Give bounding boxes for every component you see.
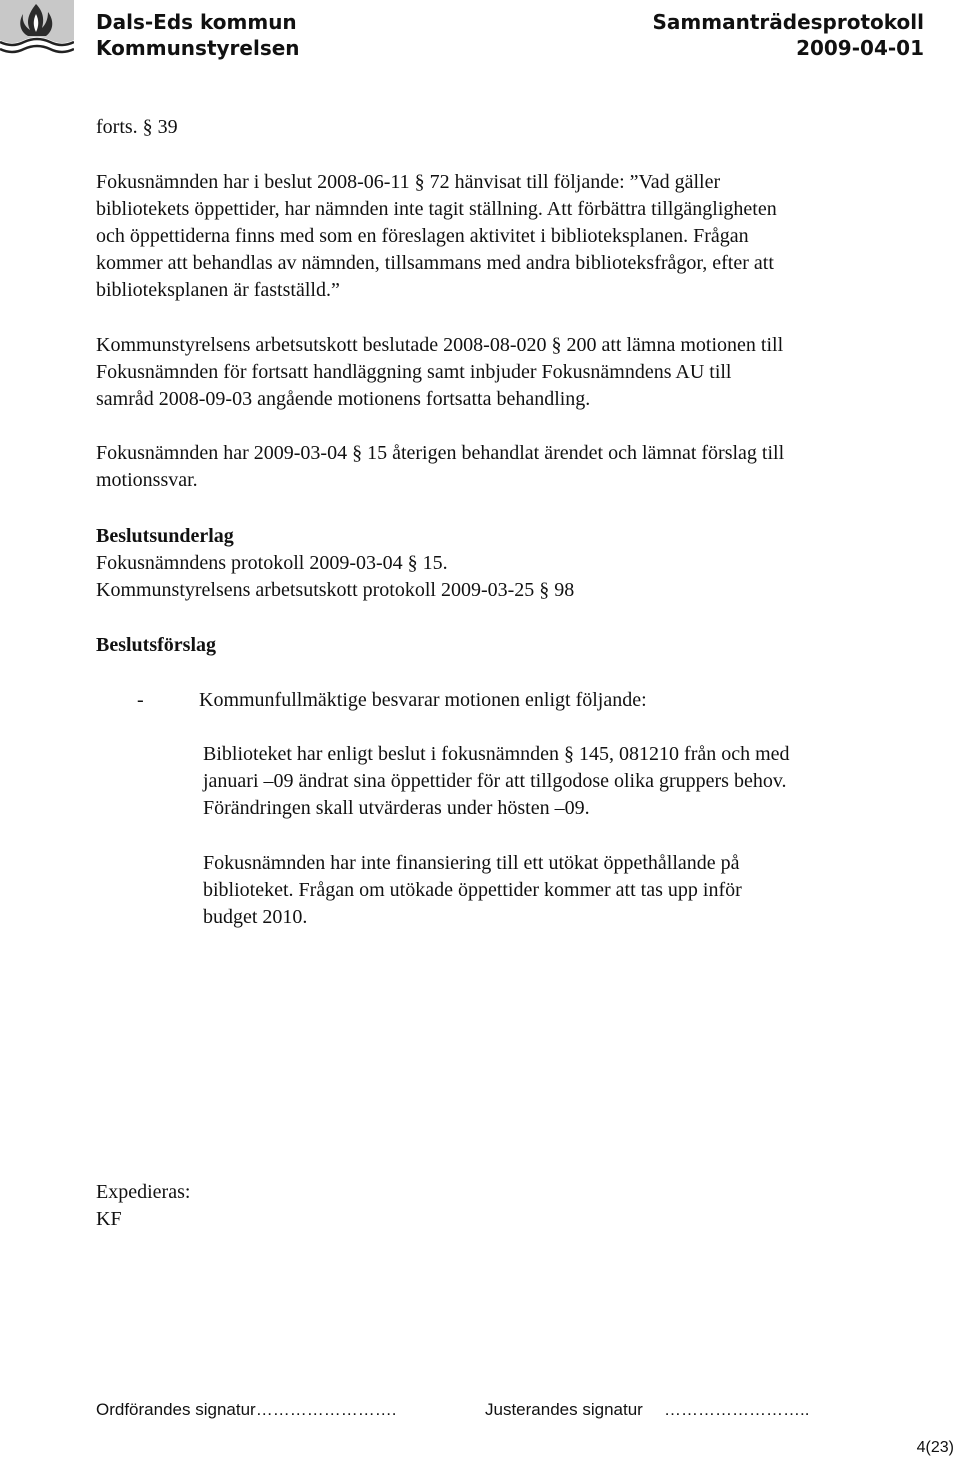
header-org: Dals-Eds kommun: [96, 10, 297, 34]
chair-signature: Ordförandes signatur…………………….: [96, 1400, 397, 1419]
page-number: 4(23): [916, 1439, 954, 1456]
adjuster-signature-label: Justerandes signatur: [485, 1400, 643, 1419]
section-continuation: forts. § 39: [96, 116, 178, 138]
header-date: 2009-04-01: [796, 36, 924, 60]
paragraph-au-decision: Kommunstyrelsens arbetsutskott beslutade 2008-08-020 § 200 att lämna motionen till Fokusnämnden för fortsatt handläggning samt inbjuder Fokusnämndens AU till samråd 2008-09-03 angående motionens fortsatta behandling.: [96, 334, 784, 410]
beslutsunderlag-list: Fokusnämndens protokoll 2009-03-04 § 15. Kommunstyrelsens arbetsutskott protokoll 2009-03-25 § 98: [96, 552, 575, 601]
heading-beslutsunderlag: Beslutsunderlag: [96, 525, 234, 547]
proposal-text: Kommunfullmäktige besvarar motionen enligt följande:: [199, 689, 647, 711]
answer-paragraph-2: Fokusnämnden har inte finansiering till ett utökat öppethållande på biblioteket. Frågan om utökade öppettider kommer att tas upp inför budget 2010.: [203, 852, 742, 928]
paragraph-fokus-proposal: Fokusnämnden har 2009-03-04 § 15 återigen behandlat ärendet och lämnat förslag till motionssvar.: [96, 442, 785, 491]
header-doc-type: Sammanträdesprotokoll: [652, 10, 924, 34]
answer-paragraph-1: Biblioteket har enligt beslut i fokusnämnden § 145, 081210 från och med januari –09 ändrat sina öppettider för att tillgodose olika gruppers behov. Förändringen skall utvärderas under hösten –09.: [203, 743, 790, 819]
adjuster-signature-line: ……………………..: [664, 1400, 810, 1419]
paragraph-quote: Fokusnämnden har i beslut 2008-06-11 § 72 hänvisat till följande: ”Vad gäller bibliotekets öppettider, har nämnden inte tagit ställning. Att förbättra tillgängligheten och öppettiderna finns med som en föreslagen aktivitet i biblioteksplanen. Frågan kommer att behandlas av nämnden, tillsammans med andra biblioteksfrågor, efter att biblioteksplanen är fastställd.”: [96, 171, 777, 301]
municipality-logo: [0, 0, 74, 56]
proposal-dash: -: [137, 689, 144, 711]
expedieras: Expedieras: KF: [96, 1181, 191, 1230]
heading-beslutsforslag: Beslutsförslag: [96, 634, 216, 656]
header-unit: Kommunstyrelsen: [96, 36, 300, 60]
